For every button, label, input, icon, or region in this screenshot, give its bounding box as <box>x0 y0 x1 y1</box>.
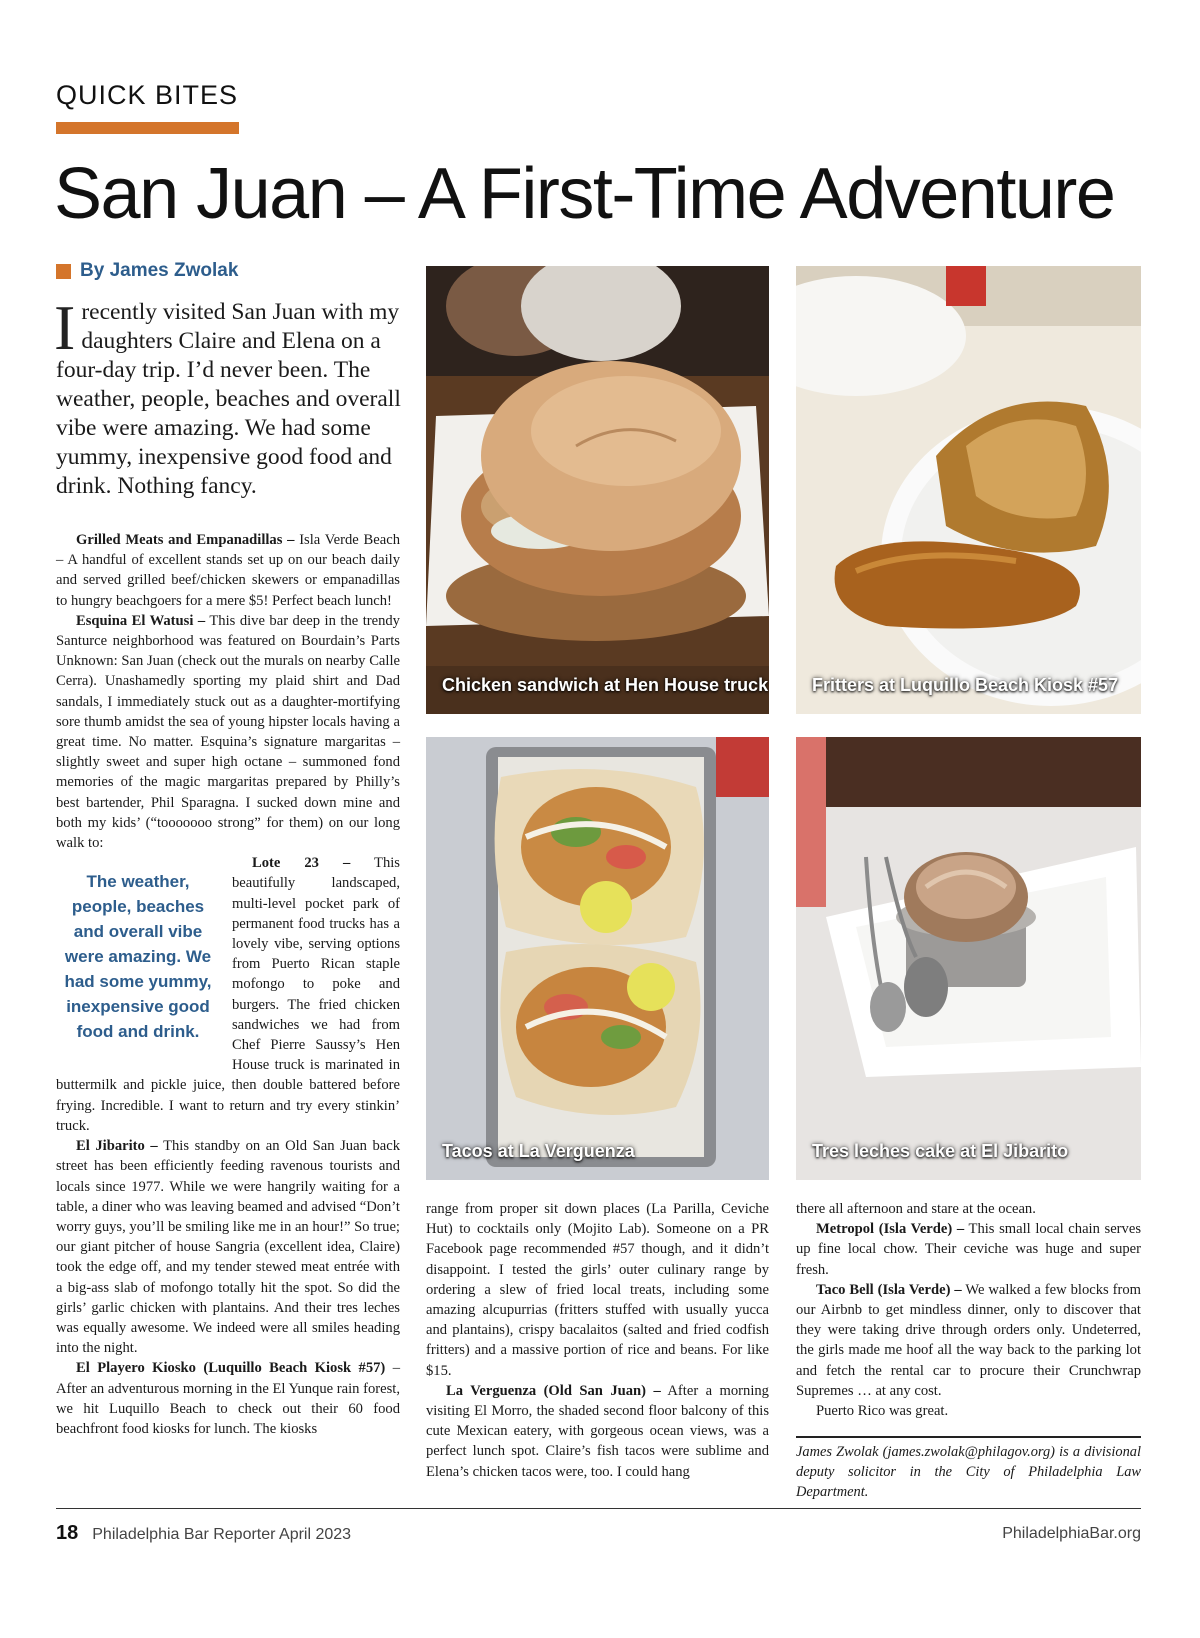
chicken-sandwich-image <box>426 266 769 714</box>
paragraph-el-jibarito <box>56 1136 400 1358</box>
heading-grilled-meats: Grilled Meats and Empanadillas – <box>76 532 295 548</box>
heading-taco-bell: Taco Bell (Isla Verde) – <box>816 1281 962 1298</box>
drop-cap: I <box>54 292 76 363</box>
paragraph-la-verguenza <box>426 1381 769 1482</box>
author-bio: James Zwolak (james.zwolak@philagov.org) is a divisional deputy solicitor in the City of Philadelphia Law Department. <box>796 1444 1141 1500</box>
photo-fritters <box>796 266 1141 714</box>
paragraph-verguenza-cont: there all afternoon and stare at the ocean. <box>796 1201 1036 1217</box>
section-rule <box>56 122 239 134</box>
byline-square-icon <box>56 264 71 279</box>
byline-text: By James Zwolak <box>80 260 239 281</box>
section-label: QUICK BITES <box>56 80 239 110</box>
byline <box>56 260 238 282</box>
text-el-playero: – After an adventurous morning in the El Yunque rain forest, we hit Luquillo Beach to check out their 60 food beachfront food kiosks for lunch. The kiosks <box>56 1360 400 1437</box>
article-column-2 <box>426 1199 769 1482</box>
tacos-image <box>426 737 769 1180</box>
fritters-image <box>796 266 1141 714</box>
text-taco-bell: We walked a few blocks from our Airbnb to get mindless dinner, only to discover that they were taking drive through orders only. Undeterred, the girls made me hoof all the way back to the parking lot and fetch the rental car to procure their Crunchwrap Supremes … at any cost. <box>796 1281 1141 1399</box>
footer-site: PhiladelphiaBar.org <box>1002 1525 1141 1542</box>
paragraph-grilled-meats <box>56 530 400 611</box>
photo-tacos <box>426 737 769 1180</box>
caption-chicken-sandwich: Chicken sandwich at Hen House truck <box>442 675 769 695</box>
tres-leches-image <box>796 737 1141 1180</box>
text-lote-23: This beautifully landscaped, multi-level pocket park of permanent food trucks has a lovely vibe, serving options from Puerto Rican staple mofongo to poke and burgers. The fried chicken sandwiches we had from Chef Pierre Saussy’s Hen House truck is marinated in buttermilk and pickle juice, then double battered before frying. Incredible. I want to return and try every stinkin’ truck. <box>56 855 400 1134</box>
paragraph-taco-bell <box>796 1280 1141 1401</box>
caption-tres-leches: Tres leches cake at El Jibarito <box>812 1141 1069 1161</box>
text-la-verguenza: After a morning visiting El Morro, the shaded second floor balcony of this cute Mexican eatery, with gorgeous ocean views, was a perfect lunch spot. Claire’s fish tacos were sublime and Elena’s chicken tacos were, too. I could hang <box>426 1382 769 1480</box>
text-grilled-meats: Isla Verde Beach – A handful of excellent stands set up on our beach daily and served grilled beef/chicken skewers or empanadillas to hungry beachgoers for a mere $5! Perfect beach lunch! <box>56 532 400 609</box>
heading-la-verguenza: La Verguenza (Old San Juan) – <box>446 1382 661 1399</box>
heading-el-playero: El Playero Kiosko (Luquillo Beach Kiosk #57) <box>76 1360 386 1377</box>
text-el-jibarito: This standby on an Old San Juan back street has been efficiently feeding ravenous tourists and locals since 1977. While we were hangrily waiting for a table, a diner who was leaving beamed and advised “Don’t worry guys, you’ll be smiling like me in an hour!” So true; our giant pitcher of house Sangria (excellent idea, Claire) took the edge off, and my tender stewed meat entrée with a big-ass slab of mofongo totally hit the spot. So did the girls’ garlic chicken with plantains. And their tres leches was equally awesome. We indeed were all smiles heading into the night. <box>56 1138 401 1357</box>
heading-el-jibarito: El Jibarito – <box>76 1138 158 1155</box>
paragraph-el-playero <box>56 1358 400 1439</box>
pull-quote: The weather, people, beaches and overall vibe were amazing. We had some yummy, inexpensive good food and drink. <box>64 872 212 1042</box>
article-column-1 <box>56 530 400 1439</box>
paragraph-esquina <box>56 611 400 853</box>
heading-esquina: Esquina El Watusi – <box>76 612 206 629</box>
paragraph-closing: Puerto Rico was great. <box>816 1403 949 1420</box>
publication-name: Philadelphia Bar Reporter April 2023 <box>92 1526 352 1543</box>
text-esquina: This dive bar deep in the trendy Santurce neighborhood was featured on Bourdain’s Parts Unknown: San Juan (check out the murals on nearby Calle Cerra). Unashamedly sporting my plaid shirt and Dad sandals, I immediately stuck out as a daughter-mortifying sore thumb amidst the sea of young hipster locals having a great time. No matter. Esquina’s signature margaritas – slightly sweet and super high octane – summoned fond memories of the magic margaritas prepared by Philly’s best bartender, Phil Sparagna. I sucked down mine and both my kids’ (“tooooooo strong” for them) on our long walk to: <box>56 612 400 852</box>
paragraph-kiosks-cont: range from proper sit down places (La Parilla, Ceviche Hut) to cocktails only (Mojito Lab). Someone on a PR Facebook page recommended #57 though, and it didn’t disappoint. I tested the girls’ outer culinary range by ordering a slew of fried local treats, including some amazing alcupurrias (fritters stuffed with usually yucca and plantains), crispy bacalaitos (salted and fried codfish fritters) and a massive portion of rice and beans. For like $15. <box>426 1201 769 1379</box>
bio-divider <box>796 1436 1141 1438</box>
heading-lote-23: Lote 23 – <box>252 855 351 872</box>
intro-paragraph <box>54 292 401 501</box>
paragraph-metropol <box>796 1219 1141 1280</box>
caption-tacos: Tacos at La Verguenza <box>442 1141 635 1161</box>
footer-left <box>56 1522 351 1545</box>
headline: San Juan – A First-Time Adventure <box>54 154 1115 234</box>
intro-text: recently visited San Juan with my daughters Claire and Elena on a four-day trip. I’d never been. The weather, people, beaches and overall vibe were amazing. We had some yummy, inexpensive good food and drink. Nothing fancy. <box>56 299 401 499</box>
photo-chicken-sandwich <box>426 266 769 714</box>
photo-tres-leches <box>796 737 1141 1180</box>
text-metropol: This small local chain serves up fine local chow. Their ceviche was huge and super fresh. <box>796 1221 1142 1278</box>
footer-divider <box>56 1508 1141 1509</box>
page-number: 18 <box>56 1522 79 1544</box>
caption-fritters: Fritters at Luquillo Beach Kiosk #57 <box>812 675 1119 695</box>
heading-metropol: Metropol (Isla Verde) – <box>816 1221 965 1238</box>
article-column-3 <box>796 1199 1141 1421</box>
